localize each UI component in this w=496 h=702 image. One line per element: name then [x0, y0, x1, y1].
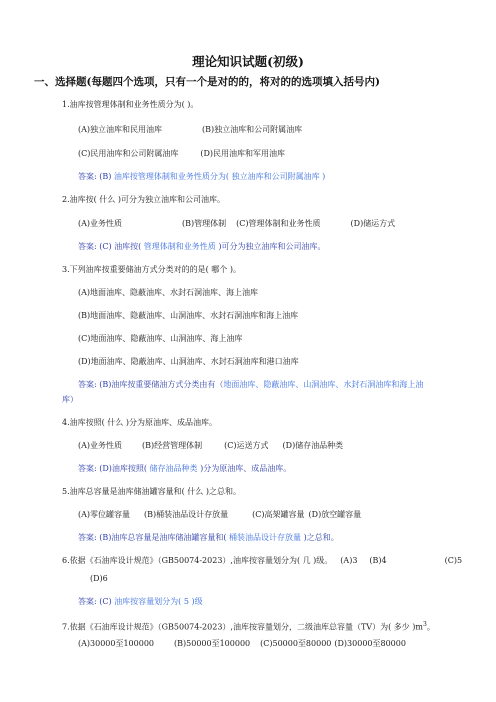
q6-option-d: (D)6 — [90, 574, 108, 583]
q3-answer-wrap: 库） — [62, 395, 78, 404]
q2-option-a: (A)业务性质 — [78, 219, 123, 228]
q3-option-d: (D)地面油库、隐蔽油库、山洞油库、水封石洞油库和港口油库 — [78, 357, 299, 366]
question-3: 3.下列油库按重要储油方式分类对的的是( 哪个 )。 — [62, 265, 241, 274]
q7-option-c: (C)50000至80000 — [260, 639, 332, 648]
q7-superscript: 3 — [422, 621, 427, 628]
q3-option-a: (A)地面油库、隐蔽油库、水封石洞油库、海上油库 — [78, 288, 259, 297]
q4-option-c: (C)运送方式 — [224, 441, 269, 450]
section-heading: 一、选择题(每题四个选项，只有一个是对的的，将对的的选项填入括号内) — [34, 76, 380, 88]
q7-text: 7.依据《石油库设计规范》（GB50074-2023）,油库按容量划分，二级油库总容量（TV）为( 多少 )m — [62, 622, 423, 632]
q7-text-end: 。 — [426, 622, 435, 632]
q6-option-c: (C)5 — [444, 556, 463, 565]
q2-answer — [78, 242, 325, 252]
question-7 — [62, 620, 435, 633]
q1-option-b: (B)独立油库和公司附属油库 — [202, 125, 303, 134]
q1-option-c: (C)民用油库和公司附属油库 — [78, 149, 179, 158]
q1-option-d: (D)民用油库和军用油库 — [200, 149, 286, 158]
q6-option-a: (A)3 — [340, 556, 358, 565]
q3-answer-label: 答案: (B)油库按重要储油方式分类由有（ — [78, 380, 224, 389]
q6-answer-highlight: 油库按容量划分为( 5 )级 — [114, 597, 203, 606]
document-title: 理论知识试题(初级) — [192, 54, 304, 69]
q3-option-c: (C)地面油库、隐蔽油库、山洞油库、海上油库 — [78, 334, 243, 343]
q5-option-d: (D)放空罐容量 — [308, 510, 362, 519]
q5-option-a: (A)零位罐容量 — [78, 510, 131, 519]
q2-answer-label: 答案: (C) 油库按( — [78, 242, 142, 251]
q4-option-b: (B)经营管理体制 — [142, 441, 203, 450]
question-4: 4.油库按照( 什么 )分为原油库、成品油库。 — [62, 418, 217, 427]
q3-option-b: (B)地面油库、隐蔽油库、山洞油库、水封石洞油库和海上油库 — [78, 311, 299, 320]
question-1: 1.油库按管理体制和业务性质分为( )。 — [62, 100, 199, 109]
q2-option-c: (C)管理体制和业务性质 — [236, 219, 321, 228]
q2-answer-highlight: 管理体制和业务性质 — [141, 242, 219, 251]
q4-answer-label: 答案: (D)油库按照( — [78, 464, 148, 473]
q7-option-b: (B)50000至100000 — [174, 639, 251, 648]
question-5: 5.油库总容量是油库储油罐容量和( 什么 )之总和。 — [62, 487, 241, 496]
q6-answer — [78, 597, 203, 607]
q1-option-a: (A)独立油库和民用油库 — [78, 125, 163, 134]
q5-answer-label: 答案: (B)油库总容量是油库储油罐容量和( — [78, 533, 227, 542]
q6-text: 6.依据《石油库设计规范》（GB50074-2023）,油库按容量划分为( 几 )级。 — [62, 556, 333, 565]
q1-answer — [78, 172, 325, 182]
q4-option-d: (D)储存油品种类 — [282, 441, 344, 450]
q4-answer — [78, 464, 291, 474]
question-6 — [62, 556, 462, 566]
q2-option-b: (B)管理体制 — [182, 219, 227, 228]
q3-answer-highlight: 地面油库、隐蔽油库、山洞油库、水封石洞油库和海上油 — [223, 380, 424, 389]
q2-answer-suffix: )可分为独立油库和公司油库。 — [218, 242, 326, 251]
q1-answer-highlight: 油库按管理体制和业务性质分为( 独立油库和公司附属油库 ) — [113, 172, 326, 181]
q2-option-d: (D)储运方式 — [350, 219, 396, 228]
q7-option-d: (D)30000至80000 — [334, 639, 406, 648]
q5-answer — [78, 533, 339, 543]
q2-options — [78, 219, 395, 229]
q4-answer-suffix: )分为原油库、成品油库。 — [200, 464, 292, 473]
q5-options — [78, 510, 361, 520]
q5-option-c: (C)高架罐容量 — [252, 510, 305, 519]
q4-option-a: (A)业务性质 — [78, 441, 123, 450]
q7-options — [78, 639, 406, 649]
q6-option-b: (B)4 — [369, 556, 387, 565]
q4-options — [78, 441, 343, 451]
question-2: 2.油库按( 什么 )可分为独立油库和公司油库。 — [62, 195, 225, 204]
q3-answer — [78, 380, 423, 390]
q5-option-b: (B)桶装油品设计存放量 — [144, 510, 229, 519]
q7-option-a: (A)30000至100000 — [78, 639, 155, 648]
q5-answer-suffix: )之总和。 — [303, 533, 339, 542]
q5-answer-highlight: 桶装油品设计存放量 — [226, 533, 304, 542]
q6-answer-label: 答案: (C) — [78, 597, 115, 606]
q1-answer-label: 答案: (B) — [78, 172, 114, 181]
q4-answer-highlight: 储存油品种类 — [147, 464, 201, 473]
q1-options-row1 — [78, 125, 302, 135]
q1-options-row2 — [78, 149, 285, 159]
